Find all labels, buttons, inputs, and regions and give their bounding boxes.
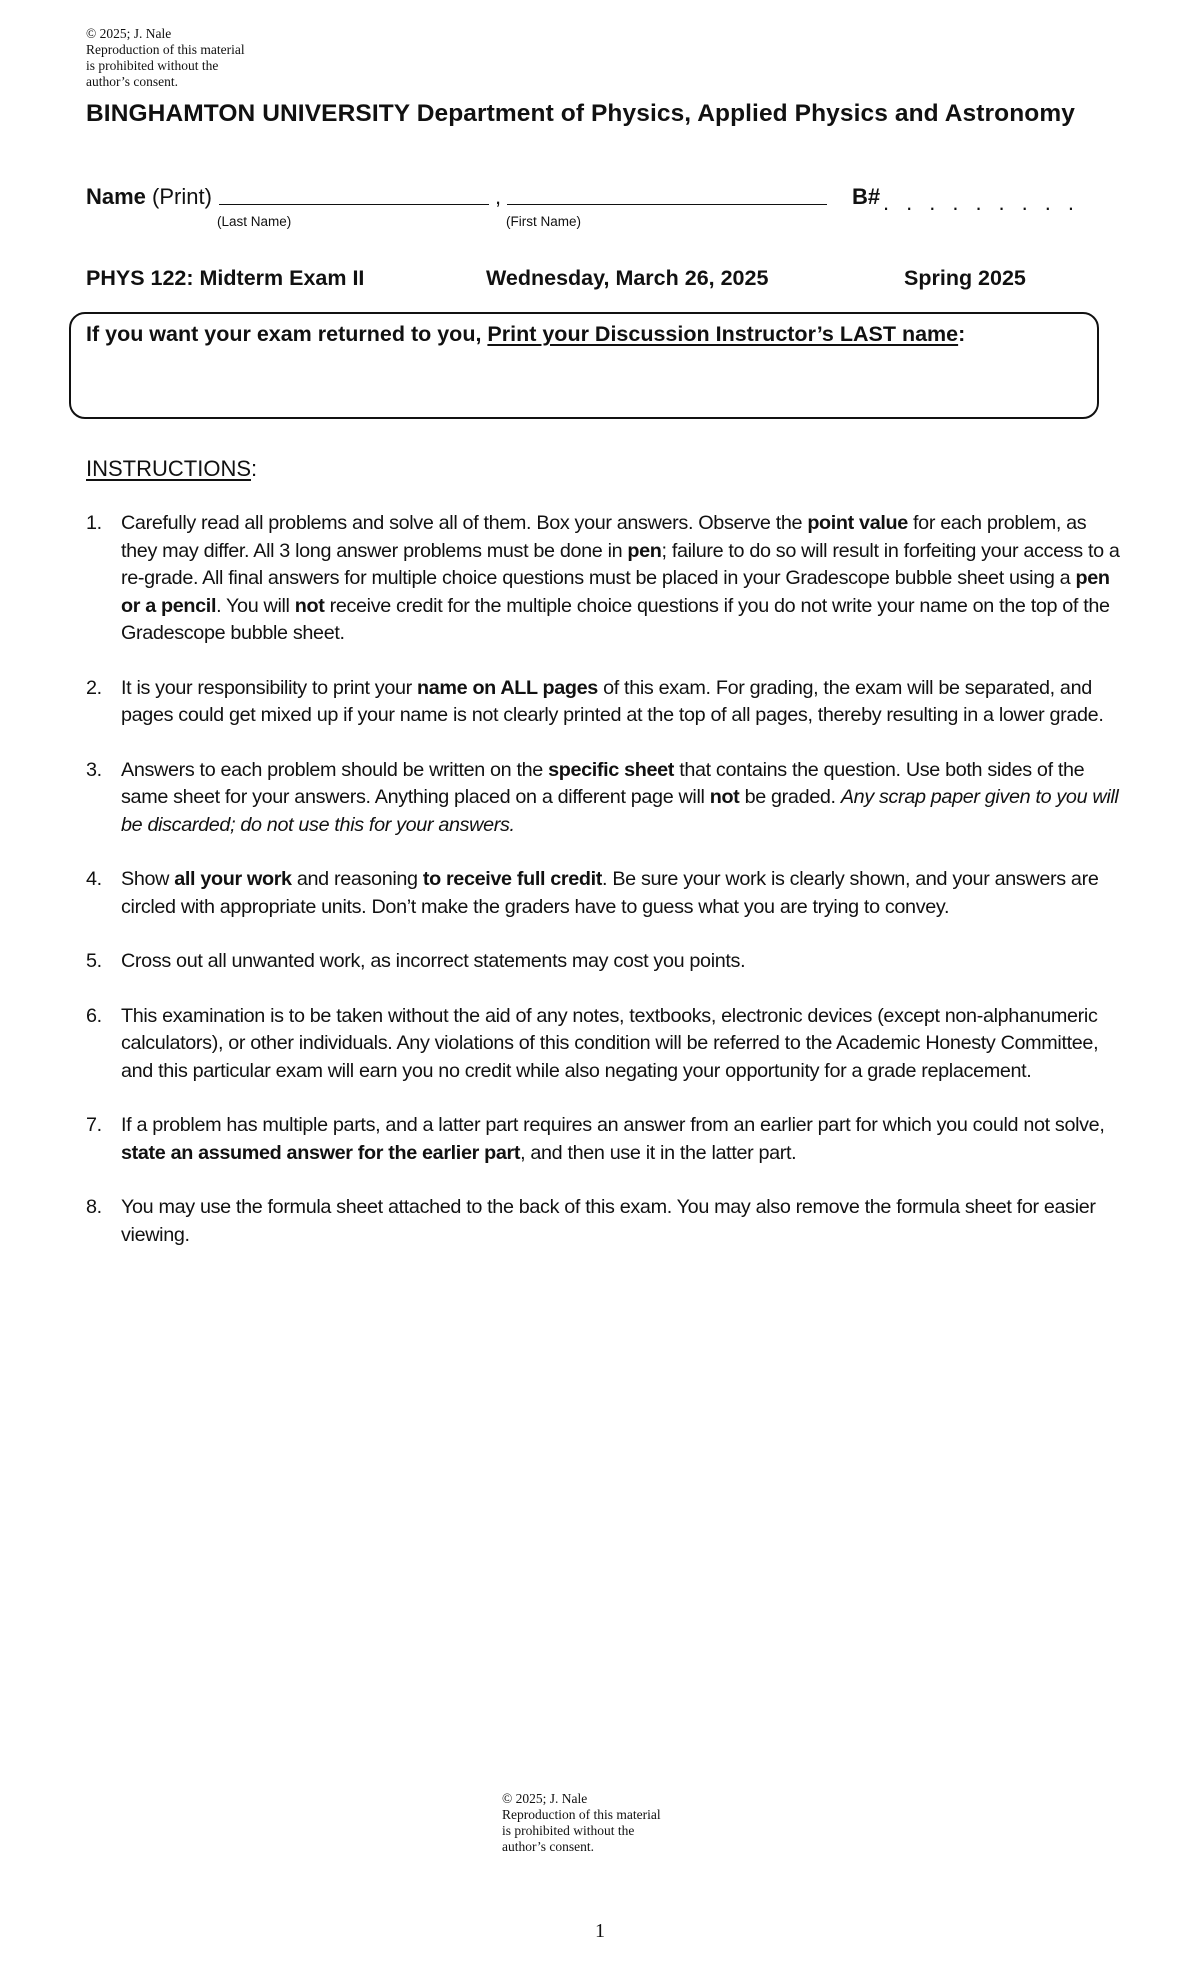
copyright-line: is prohibited without the bbox=[86, 58, 219, 73]
copyright-line: © 2025; J. Nale bbox=[502, 1791, 588, 1806]
last-name-caption: (Last Name) bbox=[217, 214, 292, 229]
instructor-name-box[interactable] bbox=[69, 312, 1099, 419]
instruction-text-segment: If a problem has multiple parts, and a latter part requires an answer from an earlier part for which you could not solve, bbox=[121, 1114, 1105, 1136]
instruction-text-segment: and reasoning bbox=[291, 868, 423, 890]
instruction-item bbox=[86, 1003, 1126, 1086]
instruction-text-segment: It is your responsibility to print your bbox=[121, 676, 418, 699]
instruction-number: 7. bbox=[86, 1114, 102, 1136]
instruction-text-segment: name on ALL pages bbox=[417, 676, 598, 699]
copyright-line: Reproduction of this material bbox=[502, 1807, 661, 1822]
instruction-text-segment: specific sheet bbox=[548, 758, 675, 781]
instructions-heading-colon: : bbox=[251, 456, 258, 481]
instructor-prompt-underlined: Print your Discussion Instructor’s LAST name bbox=[487, 322, 959, 346]
bnumber-field[interactable]: ......... bbox=[883, 190, 1092, 215]
instruction-number: 2. bbox=[86, 676, 102, 699]
exam-term: Spring 2025 bbox=[904, 266, 1026, 290]
instruction-text-segment: point value bbox=[807, 512, 908, 534]
instruction-item bbox=[86, 866, 1126, 921]
instruction-text-segment: to receive full credit bbox=[422, 868, 603, 890]
instruction-text-segment: Answers to each problem should be written on the bbox=[121, 758, 549, 781]
instruction-text-segment: ; failure to do so will result in forfeiting your access to a re-grade. All final answers for multiple choice questions must be placed in your Gradescope bubble sheet using a bbox=[121, 539, 1120, 589]
instruction-text-segment: . You will bbox=[216, 594, 295, 617]
instruction-text-segment: of this exam. For grading, the exam will be separated, and pages could get mixed up if your name is not clearly printed at the top of all pages, thereby resulting in a lower grade. bbox=[121, 676, 1104, 726]
instruction-text-segment: , and then use it in the latter part. bbox=[520, 1141, 797, 1164]
instruction-text-segment: that contains the question. Use both sides of the same sheet for your answers. Anything placed on a different page will bbox=[121, 758, 1085, 808]
page-number: 1 bbox=[595, 1920, 605, 1942]
instruction-text-segment: not bbox=[709, 786, 740, 808]
instruction-text-segment: receive credit for the multiple choice questions if you do not write your name on the top of the Gradescope bubble sheet. bbox=[121, 594, 1110, 644]
instruction-item bbox=[86, 510, 1126, 648]
instructions-heading bbox=[86, 456, 257, 482]
instruction-text-segment: You may use the formula sheet attached to the back of this exam. You may also remove the formula sheet for easier viewing. bbox=[121, 1196, 1096, 1246]
first-name-caption: (First Name) bbox=[506, 214, 581, 229]
name-comma: , bbox=[495, 184, 502, 209]
instruction-text-segment: not bbox=[294, 594, 325, 617]
instruction-text-segment: Show bbox=[121, 868, 175, 890]
instruction-item bbox=[86, 757, 1126, 840]
name-label-bold: Name bbox=[86, 184, 146, 209]
instruction-text-segment: state an assumed answer for the earlier part bbox=[121, 1141, 521, 1164]
copyright-line: © 2025; J. Nale bbox=[86, 26, 172, 41]
instruction-item bbox=[86, 1112, 1126, 1167]
course-title: PHYS 122: Midterm Exam II bbox=[86, 266, 365, 290]
instructor-prompt bbox=[86, 322, 965, 347]
instruction-text-segment: . Be sure your work is clearly shown, and your answers are circled with appropriate units. Don’t make the graders have to guess what you are trying to convey. bbox=[121, 868, 1099, 918]
copyright-notice-top bbox=[86, 26, 245, 90]
name-label-paren: (Print) bbox=[152, 184, 212, 209]
last-name-field[interactable] bbox=[219, 204, 489, 205]
instructions-heading-text: INSTRUCTIONS bbox=[86, 456, 251, 481]
instruction-number: 4. bbox=[86, 868, 102, 890]
page-title: BINGHAMTON UNIVERSITY Department of Physics, Applied Physics and Astronomy bbox=[86, 100, 1075, 127]
instruction-number: 5. bbox=[86, 950, 102, 972]
bnumber-label: B# bbox=[852, 184, 881, 209]
instruction-item bbox=[86, 1194, 1126, 1249]
first-name-field[interactable] bbox=[507, 204, 827, 205]
instruction-number: 8. bbox=[86, 1196, 102, 1218]
instruction-text-segment: Carefully read all problems and solve all of them. Box your answers. Observe the bbox=[121, 512, 808, 534]
instruction-item bbox=[86, 675, 1126, 730]
name-row bbox=[86, 184, 1126, 234]
instruction-list bbox=[86, 510, 1126, 1276]
instructor-prompt-prefix: If you want your exam returned to you, bbox=[86, 322, 488, 346]
instruction-item bbox=[86, 948, 1126, 976]
copyright-line: author’s consent. bbox=[86, 74, 178, 89]
instructor-prompt-suffix: : bbox=[958, 322, 966, 346]
name-label bbox=[86, 184, 212, 210]
exam-date: Wednesday, March 26, 2025 bbox=[486, 266, 769, 290]
copyright-line: is prohibited without the bbox=[502, 1823, 635, 1838]
instruction-text-segment: This examination is to be taken without the aid of any notes, textbooks, electronic devices (except non-alphanumeric calculators), or other individuals. Any violations of this condition will be referred to the Academic Honesty Committee, and this particular exam will earn you no credit while also negating your opportunity for a grade replacement. bbox=[121, 1004, 1099, 1082]
instruction-text-segment: all your work bbox=[174, 868, 292, 890]
instruction-text-segment: be graded. bbox=[739, 786, 841, 808]
instruction-number: 3. bbox=[86, 758, 102, 781]
instruction-number: 1. bbox=[86, 512, 102, 534]
instruction-text-segment: Cross out all unwanted work, as incorrect statements may cost you points. bbox=[121, 950, 746, 972]
instruction-text-segment: pen bbox=[627, 539, 662, 562]
instruction-text-segment: pen or a pencil bbox=[121, 567, 1110, 617]
copyright-line: Reproduction of this material bbox=[86, 42, 245, 57]
instruction-text-segment: Any scrap paper given to you will be discarded; do not use this for your answers. bbox=[121, 786, 1119, 836]
copyright-notice-bottom bbox=[502, 1791, 661, 1855]
instruction-number: 6. bbox=[86, 1004, 102, 1027]
copyright-line: author’s consent. bbox=[502, 1839, 594, 1854]
instruction-text-segment: for each problem, as they may differ. All 3 long answer problems must be done in bbox=[121, 512, 1087, 562]
